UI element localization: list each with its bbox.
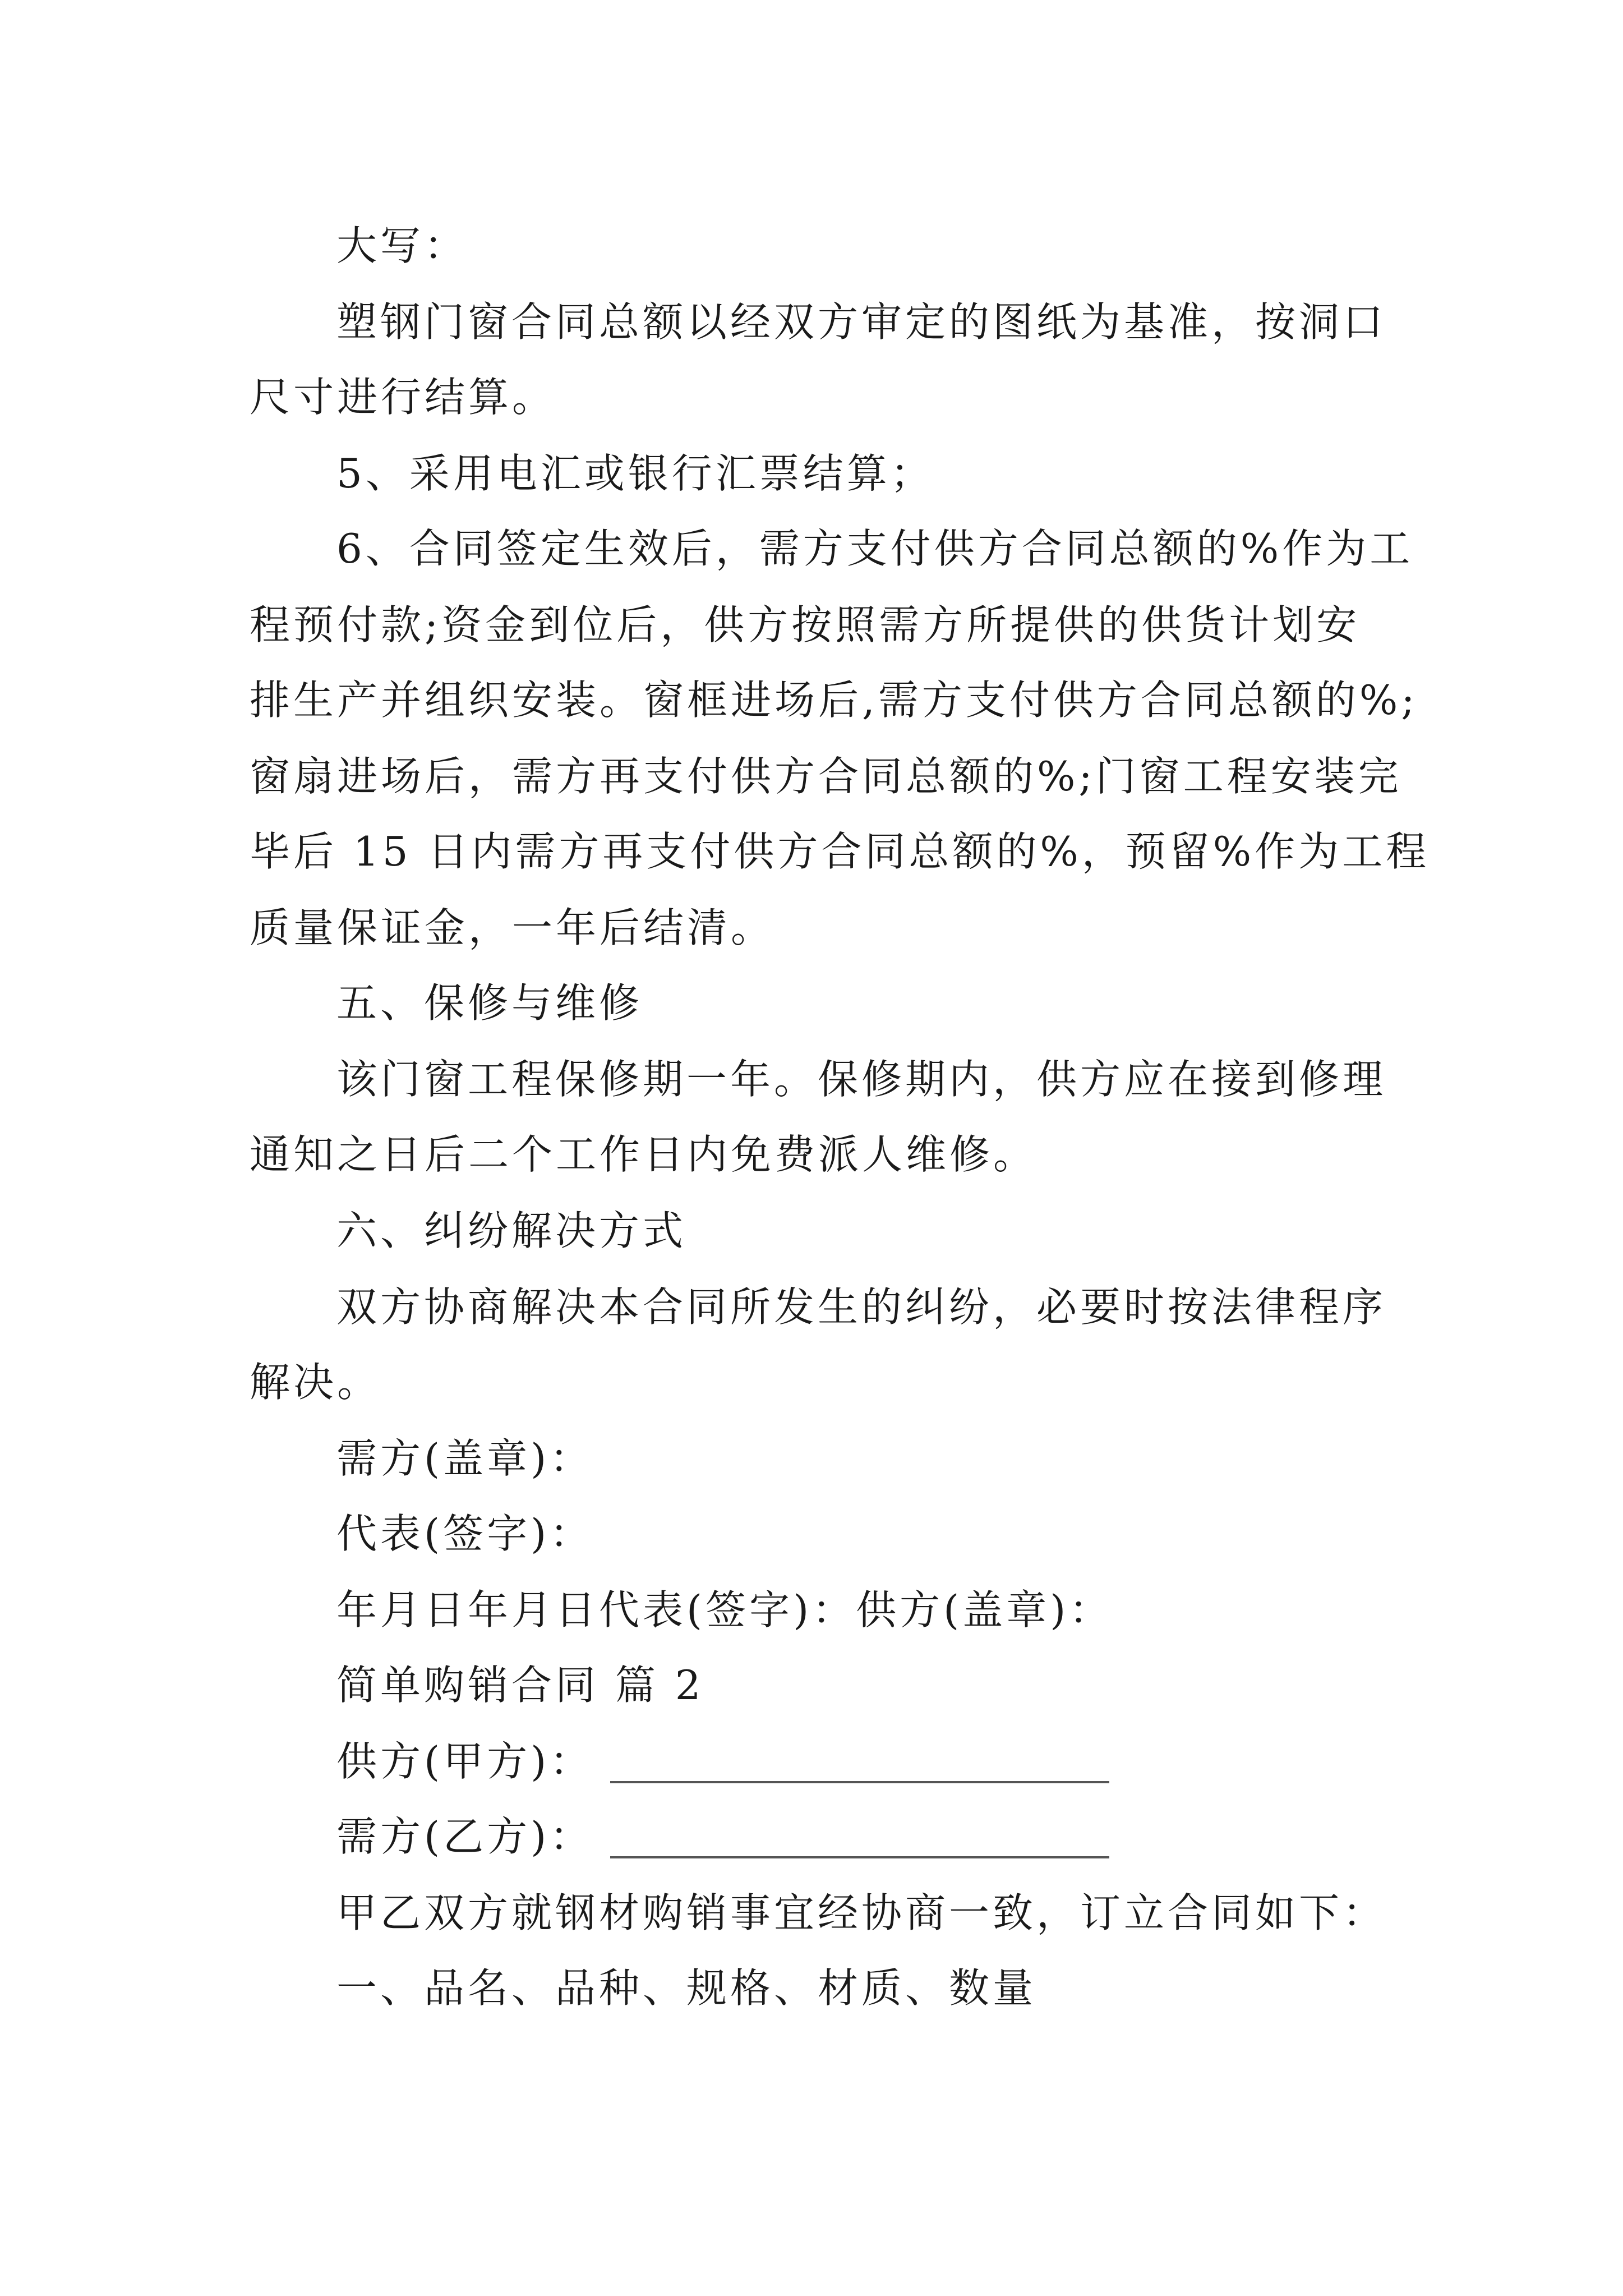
section-heading: 六、纠纷解决方式 <box>336 1207 687 1254</box>
party-line <box>336 1810 1109 1864</box>
text-line: 毕后 15 日内需方再支付供方合同总额的%，预留%作为工程 <box>250 828 1430 875</box>
text-line: 甲乙双方就钢材购销事宜经协商一致，订立合同如下： <box>336 1889 1387 1936</box>
party-label: 供方(甲方)： <box>336 1738 594 1785</box>
signature-line: 代表(签字)： <box>336 1510 594 1557</box>
text-line: 排生产并组织安装。窗框进场后,需方支付供方合同总额的%; <box>250 677 1418 724</box>
fill-in-blank <box>610 1856 1109 1858</box>
text-line: 大写： <box>336 222 468 269</box>
signature-line: 年月日年月日代表(签字)：供方(盖章)： <box>336 1586 1113 1634</box>
text-line: 塑钢门窗合同总额以经双方审定的图纸为基准，按洞口 <box>336 298 1387 346</box>
text-line: 质量保证金，一年后结清。 <box>250 904 775 951</box>
contract-title: 简单购销合同 篇 2 <box>336 1662 704 1709</box>
text-line: 该门窗工程保修期一年。保修期内，供方应在接到修理 <box>336 1056 1387 1103</box>
signature-line: 需方(盖章)： <box>336 1435 594 1482</box>
text-line: 解决。 <box>250 1359 381 1406</box>
party-line <box>336 1734 1109 1788</box>
section-heading: 一、品名、品种、规格、材质、数量 <box>336 1964 1037 2012</box>
text-line: 通知之日后二个工作日内免费派人维修。 <box>250 1131 1038 1178</box>
text-line: 程预付款;资金到位后，供方按照需方所提供的供货计划安 <box>250 601 1361 648</box>
fill-in-blank <box>610 1781 1109 1783</box>
party-label: 需方(乙方)： <box>336 1813 594 1860</box>
text-line: 尺寸进行结算。 <box>250 374 556 421</box>
text-line: 6、合同签定生效后，需方支付供方合同总额的%作为工 <box>336 525 1414 572</box>
text-line: 窗扇进场后，需方再支付供方合同总额的%;门窗工程安装完 <box>250 753 1402 800</box>
section-heading: 五、保修与维修 <box>336 979 643 1027</box>
text-line: 双方协商解决本合同所发生的纠纷，必要时按法律程序 <box>336 1283 1387 1331</box>
text-line: 5、采用电汇或银行汇票结算； <box>336 450 934 497</box>
